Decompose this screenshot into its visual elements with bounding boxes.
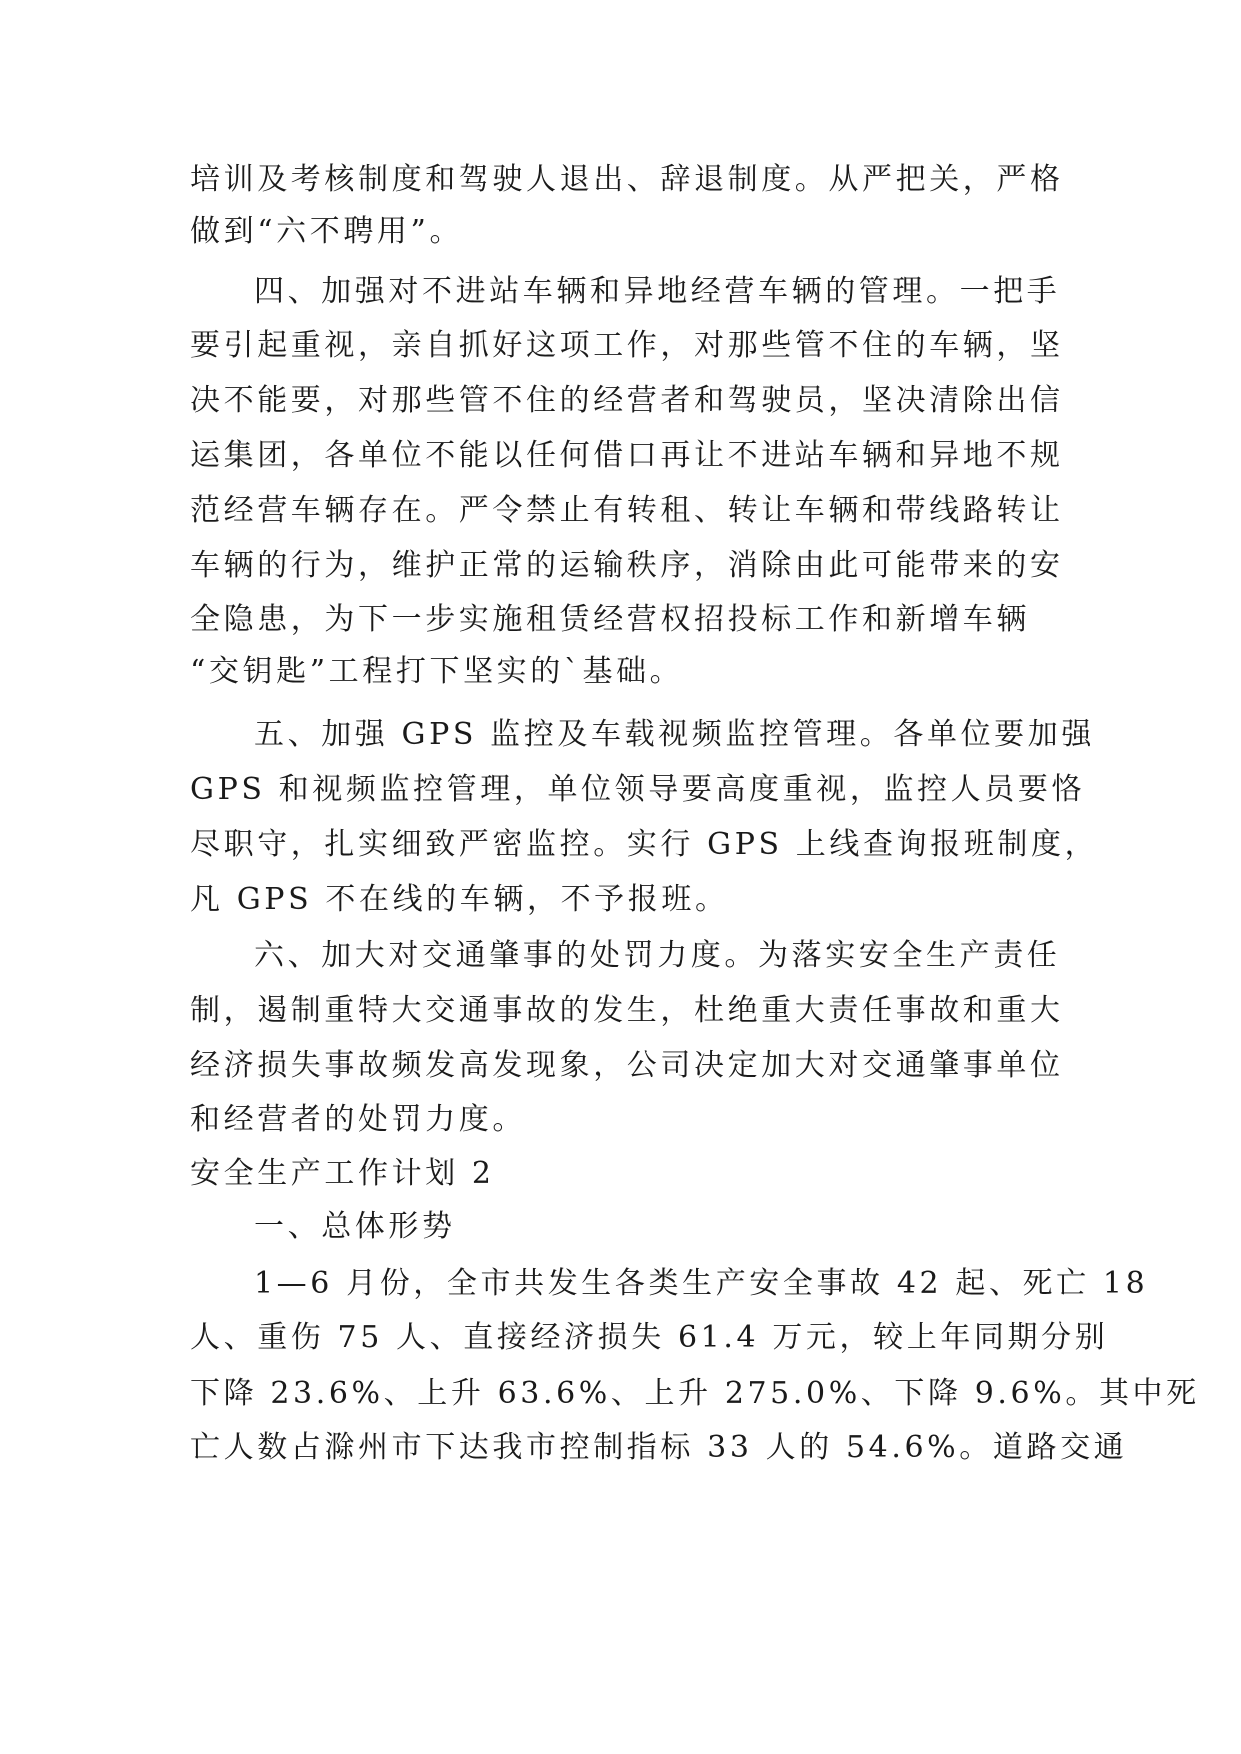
text-line: “交钥匙”工程打下坚实的`基础。 xyxy=(190,654,684,689)
text-line: 制，遏制重特大交通事故的发生，杜绝重大责任事故和重大 xyxy=(190,993,1064,1028)
paragraph-heading-5: 五、加强 GPS 监控及车载视频监控管理。各单位要加强 xyxy=(254,717,1095,752)
text-line: 凡 GPS 不在线的车辆，不予报班。 xyxy=(190,882,729,917)
paragraph-heading-6: 六、加大对交通肇事的处罚力度。为落实安全生产责任 xyxy=(254,938,1061,973)
text-line: 培训及考核制度和驾驶人退出、辞退制度。从严把关，严格 xyxy=(190,162,1064,197)
text-line: 尽职守，扎实细致严密监控。实行 GPS 上线查询报班制度， xyxy=(190,827,1099,862)
text-line: 运集团，各单位不能以任何借口再让不进站车辆和异地不规 xyxy=(190,438,1064,473)
paragraph-heading-4: 四、加强对不进站车辆和异地经营车辆的管理。一把手 xyxy=(254,274,1061,309)
text-line: 1—6 月份，全市共发生各类生产安全事故 42 起、死亡 18 xyxy=(254,1266,1149,1301)
text-line: 亡人数占滁州市下达我市控制指标 33 人的 54.6%。道路交通 xyxy=(190,1430,1128,1465)
text-line: 人、重伤 75 人、直接经济损失 61.4 万元，较上年同期分别 xyxy=(190,1320,1109,1355)
text-line: 决不能要，对那些管不住的经营者和驾驶员，坚决清除出信 xyxy=(190,383,1064,418)
text-line: 做到“六不聘用”。 xyxy=(190,214,464,249)
text-line: 下降 23.6%、上升 63.6%、上升 275.0%、下降 9.6%。其中死 xyxy=(190,1376,1200,1411)
text-line: 车辆的行为，维护正常的运输秩序，消除由此可能带来的安 xyxy=(190,548,1064,583)
text-line: 经济损失事故频发高发现象，公司决定加大对交通肇事单位 xyxy=(190,1048,1064,1083)
text-line: 范经营车辆存在。严令禁止有转租、转让车辆和带线路转让 xyxy=(190,493,1064,528)
text-line: 全隐患，为下一步实施租赁经营权招投标工作和新增车辆 xyxy=(190,602,1030,637)
section-title: 安全生产工作计划 2 xyxy=(190,1156,495,1191)
text-line: 要引起重视，亲自抓好这项工作，对那些管不住的车辆，坚 xyxy=(190,328,1064,363)
section-subheading: 一、总体形势 xyxy=(254,1209,456,1244)
text-line: 和经营者的处罚力度。 xyxy=(190,1102,526,1137)
text-line: GPS 和视频监控管理，单位领导要高度重视，监控人员要恪 xyxy=(190,772,1086,807)
